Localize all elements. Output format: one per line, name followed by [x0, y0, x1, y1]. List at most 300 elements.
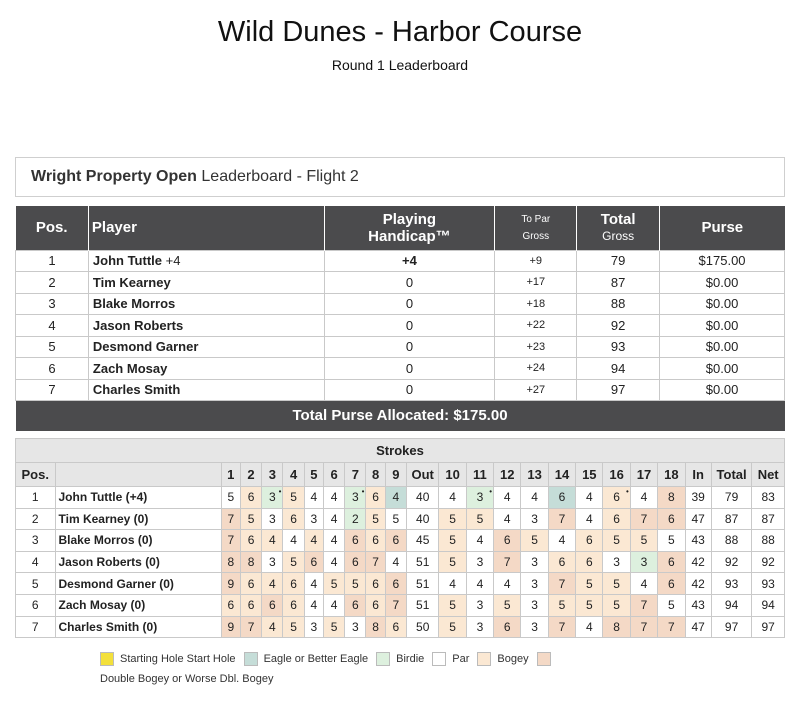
flight-header	[15, 157, 785, 197]
hole-score	[603, 487, 630, 509]
hole-score	[385, 616, 406, 638]
hole-score-value: 7	[372, 555, 379, 570]
leaderboard-row	[16, 358, 785, 380]
strokes-in: 47	[685, 508, 711, 530]
strokes-pos: 4	[16, 551, 56, 573]
hole-score	[494, 594, 521, 616]
player-name-text[interactable]: Desmond Garner	[92, 339, 199, 355]
leaderboard-table	[15, 206, 785, 431]
hole-score	[323, 487, 344, 509]
strokes-pos: 6	[16, 594, 56, 616]
total-gross: 93	[577, 336, 660, 358]
player-name-text[interactable]: Tim Kearney	[92, 274, 171, 290]
hole-score	[466, 530, 493, 552]
player-name-text[interactable]: Jason Roberts	[92, 317, 184, 333]
hole-score-value: 4	[503, 576, 511, 591]
hole-score-value: 4	[268, 619, 276, 634]
strokes-player-name: Tim Kearney (0)	[55, 508, 221, 530]
hole-score-value: 5	[667, 598, 675, 613]
hole-score-value: 5	[330, 619, 338, 634]
hole-score-value: 4	[585, 511, 593, 526]
hole-score-value: 6	[352, 598, 359, 613]
col-handicap	[324, 206, 495, 250]
hole-score-value: 5	[290, 490, 297, 505]
hole-score	[603, 530, 630, 552]
strokes-in: 39	[685, 487, 711, 509]
player-name	[88, 315, 324, 337]
hole-score-value: 5	[476, 511, 484, 526]
hole-score	[521, 508, 548, 530]
hole-score-value: 3	[476, 619, 484, 634]
hole-score	[283, 594, 304, 616]
hole-score	[576, 508, 603, 530]
legend-label: Starting Hole Start Hole	[120, 653, 236, 665]
hole-score	[521, 573, 548, 595]
handicap: 0	[324, 293, 495, 315]
hole-score	[439, 508, 466, 530]
hole-score-value: 6	[667, 555, 675, 570]
page-subtitle: Round 1 Leaderboard	[331, 57, 469, 73]
strokes-header-cell: 11	[466, 463, 493, 487]
hole-score	[283, 530, 304, 552]
strokes-net: 88	[752, 530, 785, 552]
hole-score	[466, 508, 493, 530]
player-name-text[interactable]: Zach Mosay	[92, 360, 168, 376]
hole-score-value: 3	[531, 511, 538, 526]
strokes-header-cell: Net	[752, 463, 785, 487]
hole-score	[304, 551, 323, 573]
hole-score-value: 5	[585, 576, 593, 591]
hole-score	[304, 616, 323, 638]
strokes-in: 43	[685, 594, 711, 616]
hole-score-value: 3	[268, 555, 276, 570]
handicap-stroke-dot-icon: •	[626, 487, 629, 496]
hole-score-value: 4	[640, 490, 648, 505]
hole-score-value: 4	[392, 555, 400, 570]
strokes-header-cell: 17	[630, 463, 657, 487]
hole-score-value: 4	[330, 490, 338, 505]
total-purse: Total Purse Allocated: $175.00	[16, 401, 785, 431]
hole-score-value: 6	[667, 511, 675, 526]
hole-score-value: 5	[290, 555, 297, 570]
total-gross: 88	[577, 293, 660, 315]
hole-score	[548, 616, 575, 638]
legend-swatch	[376, 652, 390, 666]
to-par: +9	[495, 250, 577, 272]
hole-score	[658, 551, 685, 573]
hole-score-value: 7	[227, 533, 235, 548]
pos: 5	[16, 336, 89, 358]
hole-score	[221, 616, 240, 638]
hole-score	[658, 594, 685, 616]
hole-score-value: 3	[268, 511, 276, 526]
strokes-pos: 3	[16, 530, 56, 552]
strokes-player-name: Charles Smith (0)	[55, 616, 221, 638]
hole-score	[304, 487, 323, 509]
hole-score	[240, 508, 261, 530]
hole-score-value: 6	[227, 598, 235, 613]
leaderboard-row	[16, 250, 785, 272]
strokes-net: 92	[752, 551, 785, 573]
hole-score-value: 3	[352, 619, 359, 634]
pos: 6	[16, 358, 89, 380]
handicap-stroke-dot-icon: •	[361, 487, 365, 496]
hole-score	[221, 551, 240, 573]
hole-score-value: 6	[372, 576, 379, 591]
purse: $0.00	[660, 315, 785, 337]
legend-swatch-double-bogey	[537, 652, 551, 666]
hole-score-value: 5	[531, 533, 538, 548]
hole-score	[304, 530, 323, 552]
hole-score-value: 4	[531, 490, 538, 505]
strokes-out: 40	[407, 508, 439, 530]
hole-score	[240, 594, 261, 616]
hole-score	[603, 616, 630, 638]
strokes-header-cell: 3	[262, 463, 283, 487]
legend-label: Par	[452, 653, 470, 665]
pos: 7	[16, 379, 89, 401]
hole-score-value: 7	[503, 555, 511, 570]
hole-score-value: 5	[290, 619, 297, 634]
hole-score	[630, 594, 657, 616]
hole-score	[262, 594, 283, 616]
hole-score	[494, 487, 521, 509]
strokes-header-cell: 16	[603, 463, 630, 487]
hole-score-value: 4	[558, 533, 566, 548]
strokes-total: 92	[711, 551, 752, 573]
hole-score	[658, 616, 685, 638]
strokes-header-cell: 7	[345, 463, 366, 487]
strokes-header-cell: 1	[221, 463, 240, 487]
hole-score	[323, 616, 344, 638]
strokes-row	[16, 616, 785, 638]
hole-score	[521, 551, 548, 573]
leaderboard-row	[16, 379, 785, 401]
strokes-net: 94	[752, 594, 785, 616]
hole-score-value: 3	[531, 598, 538, 613]
total-gross: 97	[577, 379, 660, 401]
hole-score	[439, 551, 466, 573]
hole-score-value: 4	[290, 533, 297, 548]
col-purse: Purse	[660, 206, 785, 250]
hole-score	[439, 573, 466, 595]
strokes-header-cell: 8	[366, 463, 385, 487]
strokes-player-name: Blake Morros (0)	[55, 530, 221, 552]
purse: $0.00	[660, 272, 785, 294]
hole-score-value: 3	[352, 490, 359, 505]
hole-score-value: 6	[372, 490, 379, 505]
strokes-row	[16, 508, 785, 530]
strokes-in: 43	[685, 530, 711, 552]
hole-score-value: 4	[310, 490, 318, 505]
legend-swatch	[477, 652, 491, 666]
col-total-line2: Gross	[602, 228, 635, 243]
hole-score-value: 7	[640, 511, 648, 526]
hole-score-value: 3	[268, 490, 276, 505]
hole-score-value: 5	[613, 576, 620, 591]
hole-score	[366, 530, 385, 552]
hole-score	[262, 530, 283, 552]
player-name-text[interactable]: Charles Smith	[92, 382, 181, 398]
col-total	[577, 206, 660, 250]
hole-score-value: 9	[227, 619, 235, 634]
hole-score-value: 4	[449, 576, 456, 591]
strokes-total: 93	[711, 573, 752, 595]
hole-score	[521, 530, 548, 552]
hole-score	[630, 616, 657, 638]
hole-score	[494, 616, 521, 638]
hole-score-value: 3	[310, 511, 318, 526]
hole-score-value: 6	[372, 598, 379, 613]
hole-score-value: 8	[372, 619, 379, 634]
hole-score	[603, 573, 630, 595]
hole-score-value: 4	[503, 490, 511, 505]
hole-score	[366, 594, 385, 616]
page-title: Wild Dunes - Harbor Course	[217, 16, 583, 48]
legend-item	[244, 652, 369, 666]
hole-score-value: 6	[392, 576, 400, 591]
hole-score-value: 4	[310, 598, 318, 613]
hole-score	[466, 594, 493, 616]
legend-swatch	[432, 652, 446, 666]
hole-score-value: 7	[227, 511, 235, 526]
hole-score	[494, 573, 521, 595]
hole-score	[283, 551, 304, 573]
legend	[100, 649, 700, 689]
hole-score	[576, 487, 603, 509]
handicap: 0	[324, 315, 495, 337]
hole-score	[221, 508, 240, 530]
hole-score-value: 6	[558, 555, 566, 570]
hole-score-value: 7	[392, 598, 400, 613]
hole-score-value: 3	[531, 555, 538, 570]
strokes-net: 83	[752, 487, 785, 509]
legend-label: Birdie	[396, 653, 425, 665]
strokes-header-cell: 13	[521, 463, 548, 487]
hole-score	[603, 551, 630, 573]
hole-score	[385, 508, 406, 530]
hole-score	[283, 508, 304, 530]
hole-score-value: 4	[640, 576, 648, 591]
hole-score-value: 3	[476, 490, 484, 505]
hole-score	[466, 573, 493, 595]
hole-score-value: 5	[558, 598, 566, 613]
hole-score-value: 4	[392, 490, 400, 505]
pos: 2	[16, 272, 89, 294]
hole-score	[576, 530, 603, 552]
purse: $175.00	[660, 250, 785, 272]
hole-score	[283, 616, 304, 638]
strokes-header-cell: 5	[304, 463, 323, 487]
hole-score	[385, 487, 406, 509]
strokes-player-name: Desmond Garner (0)	[55, 573, 221, 595]
hole-score	[323, 551, 344, 573]
purse: $0.00	[660, 336, 785, 358]
hole-score-value: 3	[613, 555, 620, 570]
hole-score	[221, 530, 240, 552]
leaderboard-row	[16, 315, 785, 337]
strokes-header-cell: Out	[407, 463, 439, 487]
strokes-header-cell: Total	[711, 463, 752, 487]
strokes-in: 47	[685, 616, 711, 638]
hole-score-value: 6	[352, 533, 359, 548]
hole-score	[548, 508, 575, 530]
pos: 1	[16, 250, 89, 272]
hole-score-value: 7	[558, 511, 566, 526]
hole-score-value: 7	[640, 619, 648, 634]
hole-score	[385, 573, 406, 595]
hole-score	[304, 508, 323, 530]
player-name-text[interactable]: John Tuttle	[92, 253, 162, 269]
hole-score-value: 3	[476, 598, 484, 613]
hole-score-value: 7	[667, 619, 675, 634]
strokes-header-cell: 10	[439, 463, 466, 487]
hole-score-value: 4	[268, 533, 276, 548]
hole-score-value: 6	[613, 490, 620, 505]
hole-score	[658, 487, 685, 509]
hole-score-value: 5	[503, 598, 511, 613]
hole-score-value: 5	[227, 490, 235, 505]
hole-score	[345, 508, 366, 530]
legend-swatch	[244, 652, 258, 666]
hole-score-value: 8	[227, 555, 235, 570]
hole-score	[658, 508, 685, 530]
strokes-header-cell: In	[685, 463, 711, 487]
event-name: Wright Property Open	[31, 168, 197, 185]
hole-score-value: 6	[290, 598, 297, 613]
hole-score-value: 8	[667, 490, 675, 505]
hole-score	[304, 594, 323, 616]
hole-score-value: 6	[268, 598, 276, 613]
legend-item	[100, 652, 236, 666]
hole-score	[240, 616, 261, 638]
hole-score	[466, 551, 493, 573]
hole-score-value: 3	[640, 555, 648, 570]
purse: $0.00	[660, 379, 785, 401]
hole-score-value: 6	[503, 533, 511, 548]
strokes-in: 42	[685, 551, 711, 573]
col-topar-line1: To Par	[521, 213, 551, 225]
hole-score	[630, 551, 657, 573]
hole-score	[439, 616, 466, 638]
hole-score-value: 5	[449, 555, 456, 570]
hole-score-value: 6	[392, 619, 400, 634]
hole-score	[630, 530, 657, 552]
strokes-total: 79	[711, 487, 752, 509]
handicap-stroke-dot-icon: •	[278, 487, 282, 496]
player-name	[88, 336, 324, 358]
hole-score-value: 3	[531, 619, 538, 634]
player-name	[88, 358, 324, 380]
hole-score	[548, 573, 575, 595]
handicap: 0	[324, 272, 495, 294]
total-gross: 87	[577, 272, 660, 294]
hole-score-value: 5	[640, 533, 648, 548]
strokes-net: 87	[752, 508, 785, 530]
hole-score	[466, 487, 493, 509]
strokes-header-cell: 15	[576, 463, 603, 487]
hole-score	[240, 551, 261, 573]
strokes-pos: 2	[16, 508, 56, 530]
col-handicap-line2: Handicap™	[368, 227, 451, 245]
strokes-total: 97	[711, 616, 752, 638]
total-gross: 92	[577, 315, 660, 337]
hole-score-value: 6	[247, 533, 255, 548]
hole-score	[221, 573, 240, 595]
hole-score-value: 6	[310, 555, 318, 570]
hole-score	[366, 616, 385, 638]
hole-score-value: 5	[449, 533, 456, 548]
strokes-out: 40	[407, 487, 439, 509]
strokes-row	[16, 487, 785, 509]
hole-score-value: 4	[330, 555, 338, 570]
hole-score-value: 4	[310, 576, 318, 591]
strokes-header-cell: 6	[323, 463, 344, 487]
hole-score	[366, 573, 385, 595]
hole-score-value: 5	[449, 511, 456, 526]
player-handicap-note: +4	[165, 253, 181, 269]
strokes-header-cell: Pos.	[16, 463, 56, 487]
hole-score	[576, 573, 603, 595]
strokes-header-cell: 12	[494, 463, 521, 487]
hole-score	[548, 594, 575, 616]
strokes-player-name: Jason Roberts (0)	[55, 551, 221, 573]
player-name	[88, 250, 324, 272]
hole-score	[439, 487, 466, 509]
strokes-row	[16, 573, 785, 595]
col-handicap-line1: Playing	[382, 210, 437, 228]
col-topar	[495, 206, 577, 250]
hole-score-value: 7	[247, 619, 255, 634]
strokes-row	[16, 530, 785, 552]
hole-score-value: 4	[268, 576, 276, 591]
hole-score-value: 5	[247, 511, 255, 526]
hole-score-value: 9	[227, 576, 235, 591]
strokes-total: 88	[711, 530, 752, 552]
hole-score-value: 2	[352, 511, 359, 526]
legend-item	[477, 652, 528, 666]
hole-score-value: 6	[247, 598, 255, 613]
hole-score-value: 5	[352, 576, 359, 591]
player-name-text[interactable]: Blake Morros	[92, 296, 176, 312]
hole-score	[240, 487, 261, 509]
strokes-title: Strokes	[16, 439, 785, 463]
hole-score-value: 7	[558, 576, 566, 591]
hole-score	[603, 594, 630, 616]
hole-score-value: 5	[667, 533, 675, 548]
strokes-header-cell	[55, 463, 221, 487]
hole-score-value: 7	[558, 619, 566, 634]
total-gross: 94	[577, 358, 660, 380]
to-par: +24	[495, 358, 577, 380]
strokes-pos: 5	[16, 573, 56, 595]
hole-score	[630, 508, 657, 530]
col-total-line1: Total	[600, 210, 636, 228]
hole-score	[240, 530, 261, 552]
strokes-header-cell: 2	[240, 463, 261, 487]
hole-score	[366, 551, 385, 573]
hole-score	[576, 594, 603, 616]
hole-score	[283, 487, 304, 509]
hole-score	[466, 616, 493, 638]
hole-score	[345, 487, 366, 509]
handicap: 0	[324, 358, 495, 380]
handicap: 0	[324, 379, 495, 401]
flight-label: Leaderboard - Flight 2	[201, 168, 359, 185]
legend-swatch	[100, 652, 114, 666]
hole-score	[345, 551, 366, 573]
hole-score	[345, 573, 366, 595]
